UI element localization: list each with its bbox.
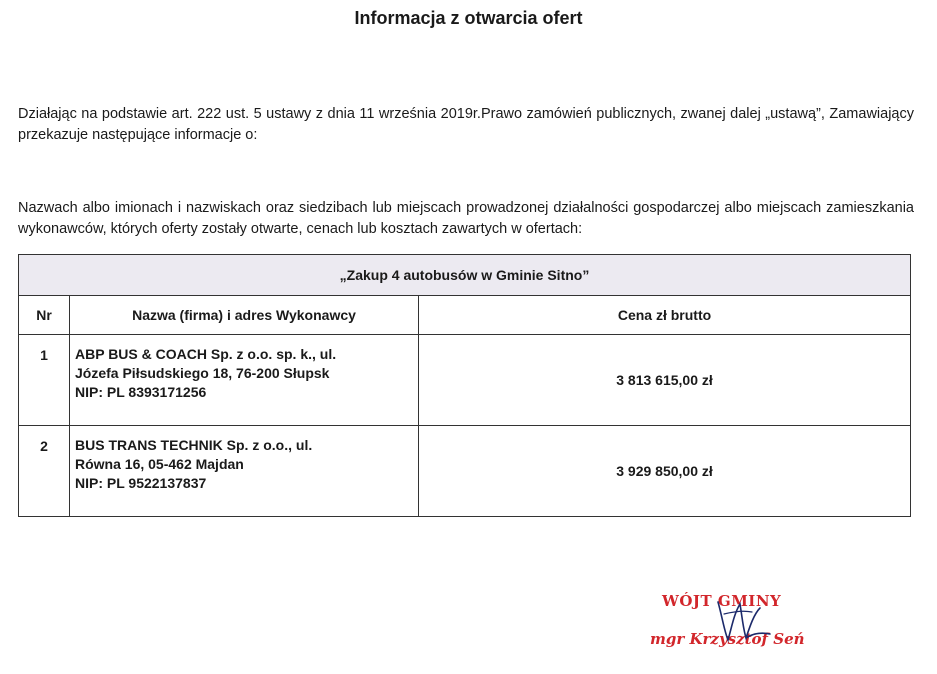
row-nr: 2 (19, 426, 70, 517)
stamp-name: mgr Krzysztof Seń (650, 630, 805, 648)
table-row (19, 426, 911, 517)
header-contractor: Nazwa (firma) i adres Wykonawcy (70, 296, 419, 335)
offer-price: 3 813 615,00 zł (419, 335, 911, 426)
intro-paragraph: Działając na podstawie art. 222 ust. 5 ustawy z dnia 11 września 2019r.Prawo zamówień publicznych, zwanej dalej „ustawą”, Zamawiający przekazuje następujące informacje o: (18, 106, 914, 143)
contractor-address: Równa 16, 05-462 Majdan (75, 456, 244, 472)
contractor-name: ABP BUS & COACH Sp. z o.o. sp. k., ul. (75, 346, 337, 362)
table-header-row (19, 296, 911, 335)
contractor-nip: NIP: PL 9522137837 (75, 475, 207, 491)
table-row (19, 335, 911, 426)
row-nr: 1 (19, 335, 70, 426)
offer-price: 3 929 850,00 zł (419, 426, 911, 517)
tender-name-row (19, 255, 911, 296)
offers-table (18, 254, 911, 517)
document-title: Informacja z otwarcia ofert (354, 8, 583, 28)
contractor-cell (70, 335, 419, 426)
tender-name: „Zakup 4 autobusów w Gminie Sitno” (19, 255, 911, 296)
contractor-address: Józefa Piłsudskiego 18, 76-200 Słupsk (75, 365, 330, 381)
contractor-nip: NIP: PL 8393171256 (75, 384, 207, 400)
contractor-name: BUS TRANS TECHNIK Sp. z o.o., ul. (75, 437, 313, 453)
info-paragraph: Nazwach albo imionach i nazwiskach oraz siedzibach lub miejscach prowadzonej działalności gospodarczej albo miejscach zamieszkania wykonawców, których oferty zostały otwarte, cenach lub kosztach zawartych w ofertach: (18, 200, 914, 237)
header-nr: Nr (19, 296, 70, 335)
stamp-title: WÓJT GMINY (662, 592, 782, 610)
header-price: Cena zł brutto (419, 296, 911, 335)
handwritten-signature-icon (710, 596, 780, 646)
official-stamp (650, 590, 810, 660)
contractor-cell (70, 426, 419, 517)
